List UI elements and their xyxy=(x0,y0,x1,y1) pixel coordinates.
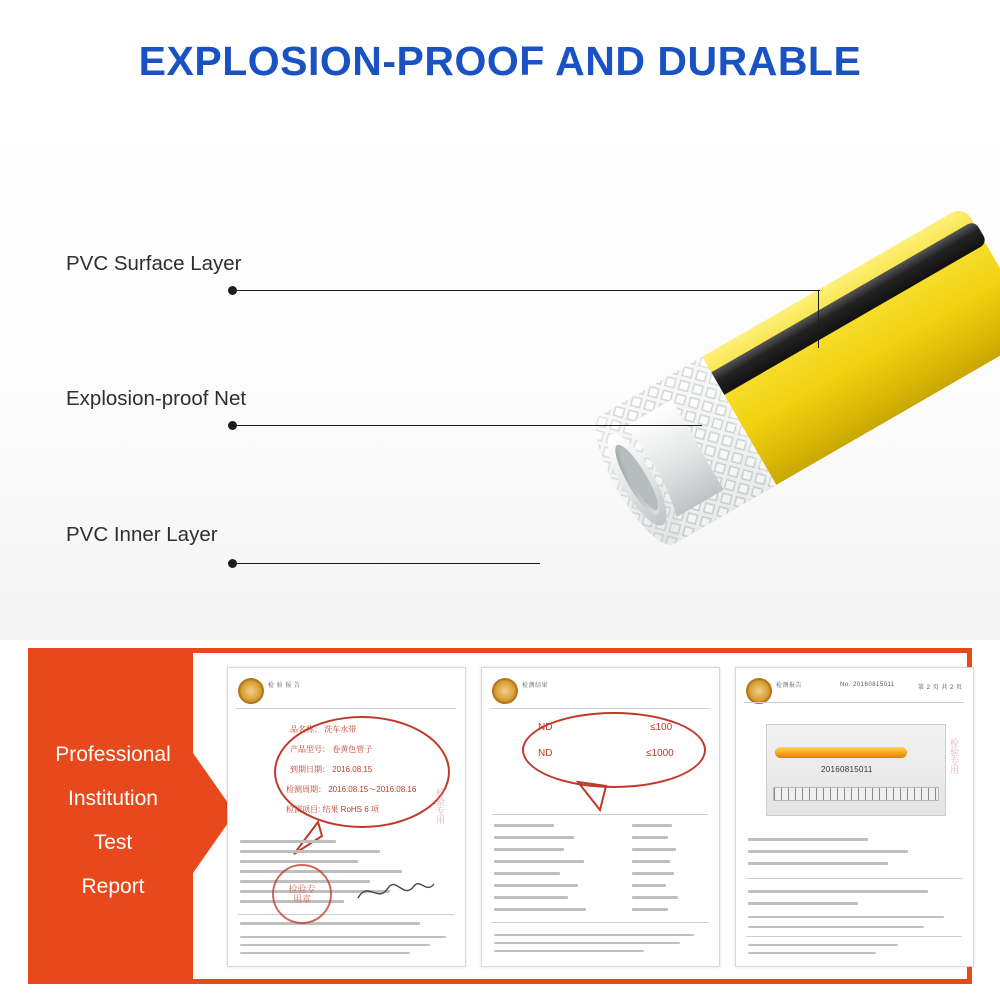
text-line xyxy=(748,838,868,841)
text-line xyxy=(748,916,944,918)
bubble-tail xyxy=(570,780,614,814)
divider xyxy=(744,702,964,703)
leader-line-1-vertical xyxy=(818,290,819,348)
banner-line-1: Professional xyxy=(55,743,171,766)
text-line xyxy=(632,824,672,827)
text-line xyxy=(632,872,674,875)
certificate-image-1[interactable] xyxy=(227,667,466,967)
text-line xyxy=(240,840,336,843)
doc1-red-4: 检测周期： 2016.08.15～2016.08.16 xyxy=(286,785,417,794)
text-line xyxy=(748,890,928,893)
text-line xyxy=(494,896,568,899)
text-line xyxy=(748,862,888,865)
text-line xyxy=(240,922,420,925)
hose-illustration xyxy=(470,180,1000,630)
leader-line-1 xyxy=(232,290,820,291)
leader-line-3 xyxy=(232,563,540,564)
callout-label-pvc-inner-layer: PVC Inner Layer xyxy=(66,523,218,546)
text-line xyxy=(748,850,908,853)
text-line xyxy=(748,926,924,928)
text-line xyxy=(632,896,678,899)
text-line xyxy=(240,952,410,954)
doc2-red-1: ND xyxy=(538,722,553,733)
doc3-header-text: 检测报告 xyxy=(776,683,803,689)
doc1-red-5: 检测项目: 结果 RoHS 6 项 xyxy=(286,805,379,814)
text-line xyxy=(240,944,430,946)
text-line xyxy=(240,860,358,863)
side-stamp: 检验专用 xyxy=(435,788,445,824)
stamp-text: 检验专用章 xyxy=(288,884,316,904)
leader-line-2 xyxy=(232,425,702,426)
divider xyxy=(490,708,710,709)
divider xyxy=(746,878,962,879)
banner-line-3: Test xyxy=(93,831,133,854)
text-line xyxy=(494,860,584,863)
text-line xyxy=(748,952,876,954)
page-title: EXPLOSION-PROOF AND DURABLE xyxy=(138,38,862,84)
hose-photo-object xyxy=(775,747,907,758)
side-stamp: 检验专用 xyxy=(949,738,959,774)
photo-caption: 20160815011 xyxy=(821,765,873,774)
callout-label-explosion-proof-net: Explosion-proof Net xyxy=(66,387,247,410)
test-report-panel xyxy=(28,648,972,984)
banner-line-4: Report xyxy=(81,875,145,898)
doc1-header-text: 检 验 报 告 xyxy=(268,683,301,689)
official-seal-icon xyxy=(746,678,772,704)
text-line xyxy=(632,836,668,839)
text-line xyxy=(748,944,898,946)
text-line xyxy=(494,908,586,911)
official-seal-icon xyxy=(492,678,518,704)
divider xyxy=(236,708,456,709)
text-line xyxy=(494,872,560,875)
text-line xyxy=(632,908,668,911)
text-line xyxy=(494,848,564,851)
hose-cutaway-diagram xyxy=(0,120,1000,640)
doc2-red-4: ≤1000 xyxy=(646,748,674,759)
certificate-image-2[interactable] xyxy=(481,667,720,967)
text-line xyxy=(494,950,644,952)
doc3-page-number: 第 2 页 共 2 页 xyxy=(918,685,963,691)
text-line xyxy=(240,936,446,938)
doc3-report-no: No. 20160815011 xyxy=(840,682,895,688)
product-photo xyxy=(766,724,946,816)
text-line xyxy=(632,860,670,863)
doc1-red-1: 品名称： 洗车水带 xyxy=(290,725,357,734)
doc2-red-3: ≤100 xyxy=(650,722,673,733)
banner-text xyxy=(33,733,193,909)
official-seal-icon xyxy=(238,678,264,704)
text-line xyxy=(494,934,694,936)
round-stamp xyxy=(272,864,332,924)
text-line xyxy=(494,824,554,827)
divider xyxy=(492,922,708,923)
banner-line-2: Institution xyxy=(68,787,158,810)
doc2-red-2: ND xyxy=(538,748,553,759)
ruler-graphic xyxy=(773,787,939,801)
doc1-red-2: 产品型号： 卷黄色管子 xyxy=(290,745,373,754)
doc1-red-3: 到期日期： 2016.08.15 xyxy=(290,765,373,774)
text-line xyxy=(632,848,676,851)
text-line xyxy=(494,836,574,839)
callout-label-pvc-surface-layer: PVC Surface Layer xyxy=(66,252,242,275)
divider xyxy=(492,814,708,815)
text-line xyxy=(494,942,680,944)
divider xyxy=(746,936,962,937)
certificate-image-3[interactable] xyxy=(735,667,974,967)
doc2-header-text: 检测结果 xyxy=(522,683,549,689)
text-line xyxy=(494,884,578,887)
signature xyxy=(356,874,436,908)
text-line xyxy=(748,902,858,905)
text-line xyxy=(632,884,666,887)
divider xyxy=(238,914,454,915)
text-line xyxy=(240,850,380,853)
